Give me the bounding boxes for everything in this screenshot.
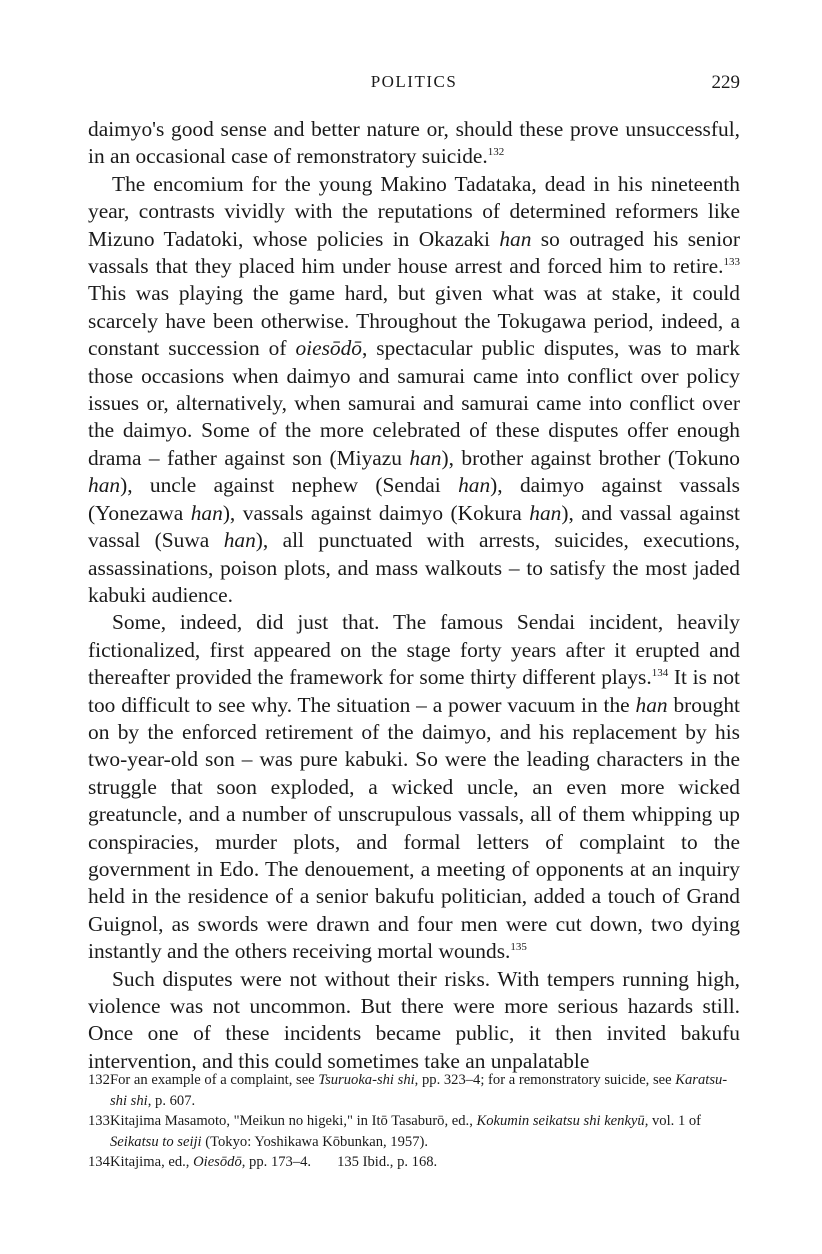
text-run: The encomium for the young Makino Tadataka, dead in his nineteenth year, contrasts vividly with the reputations of determined reformers like Mizuno Tadatoki, whose policies in Okazaki: [88, 171, 740, 251]
text-run: ), uncle against nephew (Sendai: [120, 473, 459, 498]
footnote-text: [110, 1072, 727, 1109]
text-run: Ibid., p. 168.: [358, 1154, 438, 1170]
text-run: daimyo's good sense and better nature or, should these prove unsuccessful, in an occasional case of remonstratory suicide.: [88, 117, 740, 169]
text-run: ), vassals against daimyo (Kokura: [222, 500, 530, 525]
footnote-ref: 135: [510, 941, 527, 954]
text-run: ), all punctuated with arrests, suicides, executions, assassinations, poison plots, and mass walkouts – to satisfy the most jaded kabuki audience.: [88, 528, 740, 607]
italic-text: han: [409, 445, 442, 470]
footnote: [88, 1070, 740, 1111]
footnote-text: [110, 1154, 437, 1170]
text-run: (Tokyo: Yoshikawa Kōbunkan, 1957).: [201, 1133, 428, 1150]
text-run: 135: [337, 1154, 359, 1170]
footnote-number: 134: [88, 1154, 110, 1170]
italic-text: Tsuruoka-shi shi: [318, 1072, 415, 1088]
paragraph: [88, 609, 740, 965]
text-run: ), daimyo against vassals (Yonezawa: [88, 473, 741, 525]
text-run: ), and vassal against vassal (Suwa: [88, 500, 740, 553]
footnote: [88, 1111, 740, 1152]
italic-text: Oiesōdō: [193, 1154, 242, 1170]
footnotes: [88, 1070, 740, 1173]
italic-text: han: [458, 473, 491, 498]
text-run: brought on by the enforced retirement of the daimyo, and his replacement by his two-year-old son – was pure kabuki. So were the leading characters in the struggle that soon exploded, a wicked uncle, an even more wicked greatuncle, and a number of unscrupulous vassals, all of them whipping up conspiracies, murder plots, and formal letters of complaint to the government in Edo. The denouement, a meeting of opponents at an inquiry held in the residence of a senior bakufu politician, added a touch of Grand Guignol, as swords were drawn and four men were cut down, two dying instantly and the others receiving mortal wounds.: [88, 692, 740, 964]
footnote-text: [110, 1113, 701, 1150]
italic-text: oiesōdō: [295, 336, 362, 361]
italic-text: han: [499, 226, 532, 251]
footnote-number: 133: [88, 1113, 110, 1129]
italic-text: han: [529, 500, 562, 525]
italic-text: Kokumin seikatsu shi kenkyū: [476, 1113, 645, 1129]
text-run: , vol. 1 of: [644, 1113, 702, 1129]
text-run: Some, indeed, did just that. The famous Sendai incident, heavily fictionalized, first appeared on the stage forty years after it erupted and thereafter provided the framework for some thirty different plays.: [88, 610, 740, 690]
running-head: POLITICS: [370, 72, 458, 91]
text-run: ), brother against brother (Tokuno: [441, 445, 740, 470]
footnote-number: 132: [88, 1072, 110, 1088]
text-run: Such disputes were not without their risks. With tempers running high, violence was not uncommon. But there were more serious hazards still. Once one of these incidents became public, it then invited bakufu intervention, and this could sometimes take an unpalatable: [88, 966, 740, 1073]
text-run: , pp. 323–4; for a remonstratory suicide, see: [414, 1072, 676, 1088]
text-run: , spectacular public disputes, was to mark those occasions when daimyo and samurai came into conflict over policy issues or, alternatively, when samurai and samurai came into conflict over the daimyo. Some of the more celebrated of these disputes offer enough drama – father against son (Miyazu: [88, 336, 740, 470]
italic-text: han: [88, 473, 121, 498]
text-run: This was playing the game hard, but given what was at stake, it could scarcely have been otherwise. Throughout the Tokugawa period, indeed, a constant succession of: [88, 281, 740, 361]
text-run: For an example of a complaint, see: [110, 1072, 319, 1088]
text-run: , pp. 173–4.: [241, 1154, 312, 1170]
footnote-ref: 132: [487, 146, 505, 159]
text-run: It is not too difficult to see why. The situation – a power vacuum in the: [88, 665, 740, 717]
text-run: so outraged his senior vassals that they placed him under house arrest and forced him to retire.: [88, 226, 741, 279]
text-run: Kitajima, ed.,: [110, 1154, 194, 1170]
italic-text: han: [190, 500, 223, 525]
text-run: , p. 607.: [147, 1092, 196, 1109]
footnote: [88, 1152, 740, 1173]
paragraph: [88, 171, 740, 610]
footnote-ref: 134: [651, 667, 669, 680]
italic-text: han: [223, 528, 256, 553]
italic-text: han: [635, 692, 668, 717]
italic-text: Karatsu-shi shi: [110, 1072, 728, 1109]
paragraph: [88, 966, 740, 1076]
body-text: [88, 116, 740, 1075]
paragraph: [88, 116, 740, 171]
footnote-ref: 133: [723, 256, 740, 269]
italic-text: Seikatsu to seiji: [110, 1133, 202, 1150]
text-run: Kitajima Masamoto, "Meikun no higeki," in Itō Tasaburō, ed.,: [110, 1113, 477, 1129]
page-header: [88, 72, 740, 96]
page-number: 229: [711, 72, 740, 93]
